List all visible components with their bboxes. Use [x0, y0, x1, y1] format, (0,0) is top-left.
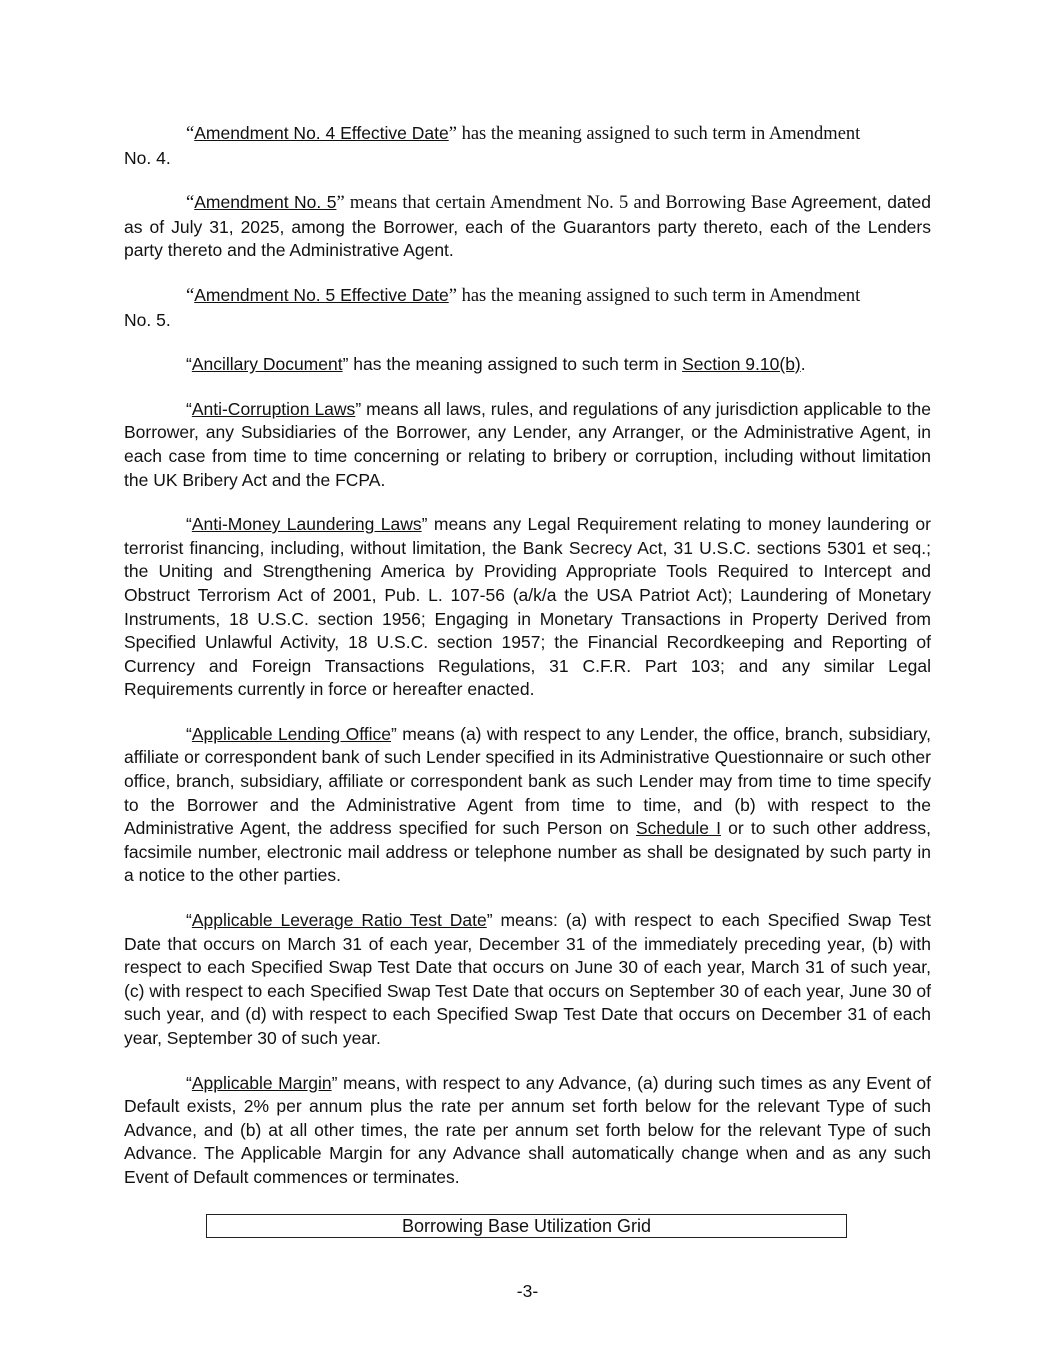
page-number: -3-	[516, 1281, 539, 1301]
defined-term: Applicable Margin	[191, 1072, 332, 1093]
open-quote: “	[186, 514, 192, 535]
close-quote: ”	[331, 1072, 338, 1093]
definition-text: has the meaning assigned to such term in Amendment	[456, 124, 861, 144]
definition-text: Agreement, dated as of July 31, 2025, among the Borrower, each of the Guarantors party thereto, each of the Lenders party thereto and the Administrative Agent.	[124, 192, 931, 261]
close-quote: ”	[421, 514, 428, 535]
definition-text: means all laws, rules, and regulations of any jurisdiction applicable to the Borrower, any Subsidiaries of the Borrower, any Lender, any Arranger, or the Administrative Agent, in each case from time to time concerning or relating to bribery or corruption, including without limitation the UK Bribery Act and the FCPA.	[124, 398, 932, 490]
open-quote: “	[186, 1072, 192, 1093]
definition-anti-money-laundering-laws	[124, 513, 931, 702]
definition-applicable-leverage-ratio-test-date	[124, 909, 931, 1051]
schedule-reference: Schedule I	[636, 818, 722, 839]
defined-term: Anti-Corruption Laws	[191, 398, 356, 419]
borrowing-base-utilization-grid-header: Borrowing Base Utilization Grid	[206, 1214, 847, 1238]
definition-text: or to such other address, facsimile number, electronic mail address or telephone number as shall be designated by such party in a notice to the other parties.	[124, 818, 931, 886]
definition-text: means that certain Amendment No. 5 and Borrowing Base	[344, 193, 787, 214]
definition-applicable-lending-office	[124, 723, 931, 888]
open-quote: “	[186, 910, 192, 931]
definition-text: No. 4.	[124, 147, 171, 168]
open-quote: “	[186, 354, 192, 375]
defined-term: Amendment No. 5	[194, 192, 337, 213]
definition-text: .	[800, 354, 806, 375]
definition-text: has the meaning assigned to such term in	[348, 354, 683, 375]
definition-text: means any Legal Requirement relating to money laundering or terrorist financing, including, without limitation, the Bank Secrecy Act, 31 U.S.C. sections 5301 et seq.; the Uniting and Strengthening America by Providing Appropriate Tools Required to Intercept and Obstruct Terrorism Act of 2001, Pub. L. 107-56 (a/k/a the USA Patriot Act); Laundering of Monetary Instruments, 18 U.S.C. section 1956; Engaging in Monetary Transactions in Property Derived from Specified Unlawful Activity, 18 U.S.C. section 1957; the Financial Recordkeeping and Reporting of Currency and Foreign Transactions Regulations, 31 C.F.R. Part 103; and any similar Legal Requirements currently in force or hereafter enacted.	[124, 514, 931, 700]
definition-text: No. 5.	[124, 309, 171, 330]
close-quote: ”	[448, 124, 457, 144]
defined-term: Anti-Money Laundering Laws	[191, 514, 422, 535]
close-quote: ”	[486, 910, 493, 931]
definition-ancillary-document	[124, 353, 931, 377]
close-quote: ”	[336, 193, 345, 214]
definition-amendment-4-effective-date	[124, 122, 931, 170]
close-quote: ”	[448, 285, 457, 306]
defined-term: Amendment No. 5 Effective Date	[194, 284, 449, 305]
close-quote: ”	[391, 723, 397, 744]
defined-term: Applicable Leverage Ratio Test Date	[191, 910, 487, 931]
defined-term: Applicable Lending Office	[191, 723, 392, 744]
open-quote: “	[186, 285, 195, 306]
definition-anti-corruption-laws	[124, 398, 931, 492]
definition-text: has the meaning assigned to such term in Amendment	[456, 285, 861, 306]
definition-text: means: (a) with respect to each Specified Swap Test Date that occurs on March 31 of each year, December 31 of the immediately preceding year, (b) with respect to each Specified Swap Test Date that occurs on June 30 of each year, March 31 of such year, (c) with respect to each Specified Swap Test Date that occurs on September 30 of each year, June 30 of such year, and (d) with respect to each Specified Swap Test Date that occurs on December 31 of each year, September 30 of such year.	[124, 910, 931, 1048]
defined-term: Amendment No. 4 Effective Date	[194, 123, 449, 143]
open-quote: “	[186, 124, 195, 144]
defined-term: Ancillary Document	[191, 354, 343, 375]
definition-amendment-5-effective-date	[124, 284, 931, 332]
document-body	[124, 122, 931, 1211]
definition-amendment-5	[124, 191, 931, 263]
close-quote: ”	[355, 398, 362, 419]
definition-applicable-margin	[124, 1072, 931, 1190]
definition-text: means (a) with respect to any Lender, the office, branch, subsidiary, affiliate or correspondent bank of such Lender specified in its Administrative Questionnaire or such other office, branch, subsidiary, affiliate or correspondent bank as such Lender may from time to time specify to the Borrower and the Administrative Agent from time to time, and (b) with respect to the Administrative Agent, the address specified for such Person on	[124, 723, 931, 839]
section-reference: Section 9.10(b)	[682, 354, 801, 375]
open-quote: “	[186, 193, 195, 214]
open-quote: “	[186, 398, 192, 419]
definition-text: means, with respect to any Advance, (a) during such times as any Event of Default exists, 2% per annum plus the rate per annum set forth below for the relevant Type of such Advance, and (b) at all other times, the rate per annum set forth below for the relevant Type of such Advance. The Applicable Margin for any Advance shall automatically change when and as any such Event of Default commences or terminates.	[124, 1072, 931, 1187]
close-quote: ”	[342, 354, 349, 375]
open-quote: “	[186, 723, 192, 744]
